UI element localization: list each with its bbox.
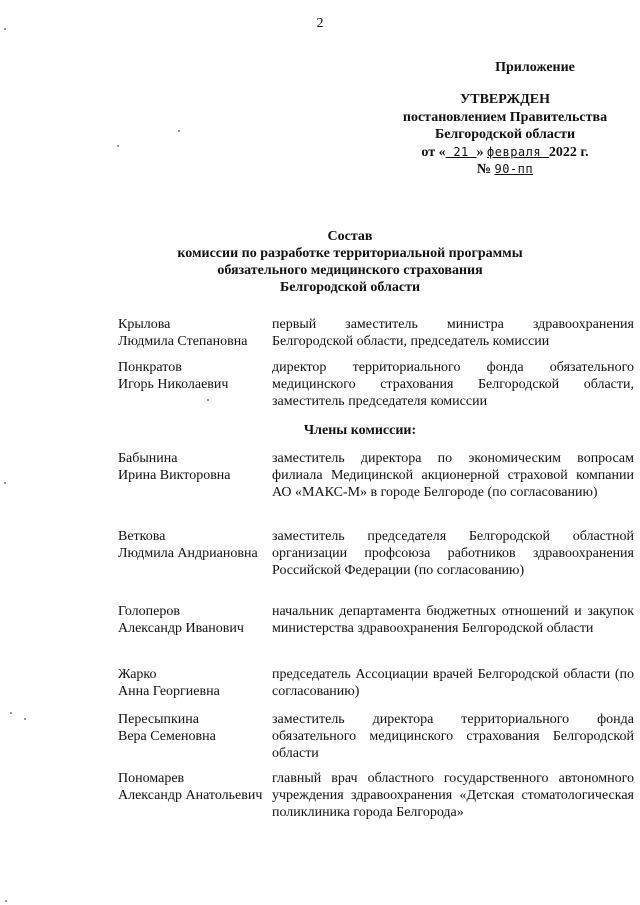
given-names: Александр Анатольевич <box>118 788 263 803</box>
date-mid: » <box>476 145 488 160</box>
given-names: Ирина Викторовна <box>118 468 231 483</box>
person-role: заместитель директора территориального фонда обязательного медицинского страхования Белгородской области <box>272 712 634 761</box>
appendix-label: Приложение <box>495 60 575 75</box>
person-role: начальник департамента бюджетных отношений и закупок министерства здравоохранения Белгородской области <box>272 604 634 636</box>
page-number: 2 <box>316 16 324 31</box>
approved-label: УТВЕРЖДЕН <box>459 92 551 107</box>
scan-speck <box>4 28 6 30</box>
person-role: заместитель председателя Белгородской областной организации профсоюза работников здравоохранения Российской Федерации (по согласованию) <box>272 529 634 578</box>
decree-label: постановлением Правительства <box>402 110 608 125</box>
surname: Пономарев <box>118 771 185 786</box>
person-name <box>118 316 273 350</box>
date-prefix: от « <box>421 145 446 160</box>
document-title: Состав <box>327 229 373 244</box>
scan-speck <box>10 712 12 714</box>
decree-date <box>380 145 630 161</box>
scan-speck <box>178 130 180 132</box>
given-names: Людмила Степановна <box>118 334 248 349</box>
date-month: февраля <box>487 145 549 159</box>
person-name <box>118 450 273 484</box>
surname: Крылова <box>118 317 171 332</box>
person-name <box>118 603 273 637</box>
surname: Веткова <box>118 529 166 544</box>
title-line-4: Белгородской области <box>279 280 421 295</box>
person-name <box>118 666 273 700</box>
number-value: 90-пп <box>494 162 534 176</box>
surname: Пересыпкина <box>118 712 199 727</box>
title-line-3: обязательного медицинского страхования <box>217 263 483 278</box>
person-role: первый заместитель министра здравоохранения Белгородской области, председатель комиссии <box>272 317 634 349</box>
person-name <box>118 770 273 804</box>
date-day: 21 <box>445 145 477 159</box>
scan-speck <box>24 718 26 720</box>
person-name <box>118 528 273 562</box>
given-names: Игорь Николаевич <box>118 377 229 392</box>
surname: Понкратов <box>118 360 182 375</box>
given-names: Людмила Андриановна <box>118 546 258 561</box>
members-heading: Члены комиссии: <box>303 423 417 438</box>
person-role: главный врач областного государственного автономного учреждения здравоохранения «Детская стоматологическая поликлиника города Белгорода» <box>272 771 634 820</box>
region-label: Белгородской области <box>434 127 576 142</box>
surname: Жарко <box>118 667 157 682</box>
decree-number <box>380 162 630 178</box>
scan-speck <box>207 399 209 401</box>
surname: Бабынина <box>118 451 178 466</box>
person-role: заместитель директора по экономическим вопросам филиала Медицинской акционерной страховой компании АО «МАКС-М» в городе Белгороде (по согласованию) <box>272 451 634 500</box>
given-names: Анна Георгиевна <box>118 684 220 699</box>
title-line-2: комиссии по разработке территориальной программы <box>177 246 523 261</box>
scan-speck <box>5 900 7 902</box>
surname: Голоперов <box>118 604 180 619</box>
scan-speck <box>4 482 6 484</box>
given-names: Александр Иванович <box>118 621 244 636</box>
person-name <box>118 359 273 393</box>
number-prefix: № <box>476 162 495 177</box>
person-name <box>118 711 273 745</box>
date-year: 2022 г. <box>548 145 589 160</box>
given-names: Вера Семеновна <box>118 729 216 744</box>
scan-speck <box>117 145 119 147</box>
person-role: директор территориального фонда обязательного медицинского страхования Белгородской области, заместитель председателя комиссии <box>272 360 634 409</box>
person-role: председатель Ассоциации врачей Белгородской области (по согласованию) <box>272 667 634 699</box>
